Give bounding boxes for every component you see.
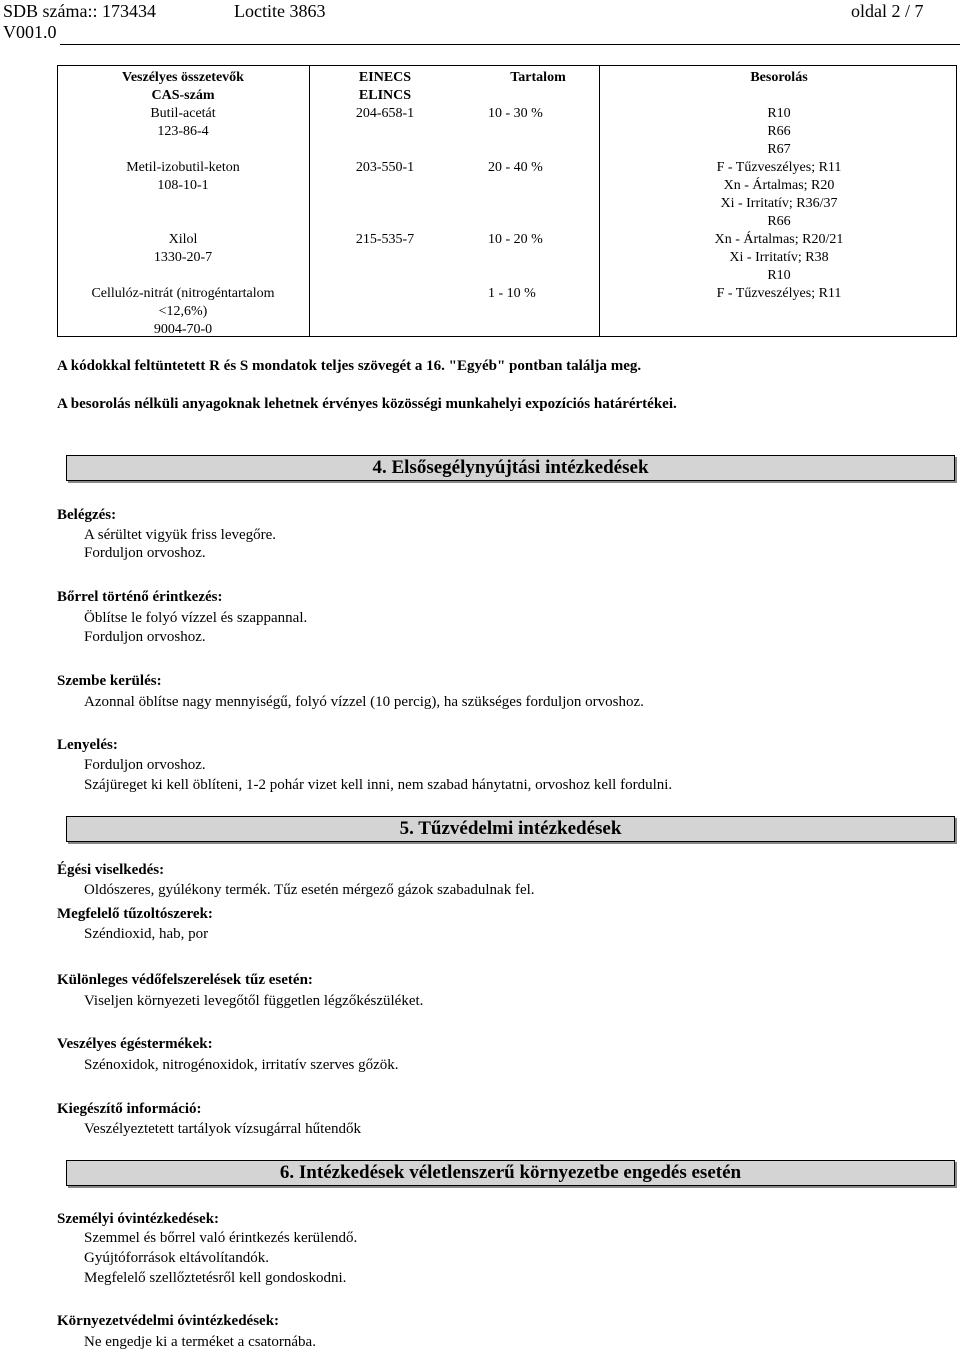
ingredient-classification: R66 <box>767 124 791 139</box>
eye-contact-label: Szembe kerülés: <box>57 673 162 689</box>
additional-info-text: Veszélyeztetett tartályok vízsugárral hűtendők <box>84 1121 361 1137</box>
ingredient-classification: R10 <box>767 106 791 121</box>
additional-info-label: Kiegészítő információ: <box>57 1101 202 1117</box>
protective-equipment-text: Viseljen környezeti levegőtől független légzőkészüléket. <box>84 993 424 1009</box>
header-cas: CAS-szám <box>151 88 215 103</box>
header-einecs: EINECS <box>358 70 412 85</box>
ingredient-classification: F - Tűzveszélyes; R11 <box>716 286 842 301</box>
personal-precautions-label: Személyi óvintézkedések: <box>57 1211 220 1227</box>
ingredient-classification: Xn - Ártalmas; R20 <box>723 178 835 193</box>
personal-precautions-text: Megfelelő szellőztetésről kell gondoskodni. <box>84 1270 347 1286</box>
page-number: oldal 2 / 7 <box>851 1 924 21</box>
ingredient-cas: 123-86-4 <box>157 124 209 139</box>
header-elincs: ELINCS <box>358 88 412 103</box>
ingredient-classification: R10 <box>767 268 791 283</box>
ingredient-cas: 108-10-1 <box>157 178 209 193</box>
ingredient-name: Butil-acetát <box>150 106 216 121</box>
section-5-title: 5. Tűzvédelmi intézkedések <box>399 818 622 839</box>
ingredient-name-continued: <12,6%) <box>158 304 208 319</box>
ingredient-content: 10 - 20 % <box>488 232 543 247</box>
skin-contact-label: Bőrrel történő érintkezés: <box>57 589 223 605</box>
header-divider <box>60 44 960 45</box>
ingredient-content: 20 - 40 % <box>488 160 543 175</box>
extinguishing-media-label: Megfelelő tűzoltószerek: <box>57 906 213 922</box>
inhalation-text: A sérültet vigyük friss levegőre. <box>84 527 277 543</box>
skin-contact-text: Öblítse le folyó vízzel és szappannal. <box>84 610 308 626</box>
inhalation-text: Forduljon orvoshoz. <box>84 545 206 561</box>
exposure-limits-note: A besorolás nélküli anyagoknak lehetnek érvényes közösségi munkahelyi expozíciós határértékei. <box>57 396 677 412</box>
sdb-number: SDB száma:: 173434 <box>3 1 156 21</box>
eye-contact-text: Azonnal öblítse nagy mennyiségű, folyó vízzel (10 percig), ha szükséges forduljon orvoshoz. <box>84 694 644 710</box>
ingestion-text: Szájüreget ki kell öblíteni, 1-2 pohár vizet kell inni, nem szabad hánytatni, orvoshoz kell fordulni. <box>84 777 673 793</box>
ingredient-classification: R67 <box>767 142 791 157</box>
ingredient-content: 10 - 30 % <box>488 106 543 121</box>
ingestion-text: Forduljon orvoshoz. <box>84 757 206 773</box>
ingredient-classification: Xi - Irritatív; R38 <box>729 250 829 265</box>
r-s-phrases-note: A kódokkal feltüntetett R és S mondatok teljes szövegét a 16. "Egyéb" pontban találja meg. <box>57 358 642 374</box>
header-content: Tartalom <box>510 70 566 85</box>
hazardous-combustion-text: Szénoxidok, nitrogénoxidok, irritatív szerves gőzök. <box>84 1057 399 1073</box>
skin-contact-text: Forduljon orvoshoz. <box>84 629 206 645</box>
header-ingredients: Veszélyes összetevők <box>122 70 244 85</box>
ingredient-classification: R66 <box>767 214 791 229</box>
section-6-heading <box>66 1160 955 1186</box>
ingredient-einecs: 204-658-1 <box>355 106 415 121</box>
version-number: V001.0 <box>3 22 57 42</box>
ingredient-name: Xilol <box>168 232 198 247</box>
environmental-precautions-label: Környezetvédelmi óvintézkedések: <box>57 1313 280 1329</box>
ingredient-classification: F - Tűzveszélyes; R11 <box>716 160 842 175</box>
inhalation-label: Belégzés: <box>57 507 117 523</box>
header-classification: Besorolás <box>750 70 808 85</box>
ingestion-label: Lenyelés: <box>57 737 118 753</box>
ingredient-name: Metil-izobutil-keton <box>126 160 240 175</box>
hazardous-combustion-label: Veszélyes égéstermékek: <box>57 1036 213 1052</box>
ingredient-classification: Xn - Ártalmas; R20/21 <box>714 232 844 247</box>
extinguishing-media-text: Széndioxid, hab, por <box>84 926 209 942</box>
composition-table <box>57 65 957 337</box>
personal-precautions-text: Gyújtóforrások eltávolítandók. <box>84 1250 269 1266</box>
ingredient-content: 1 - 10 % <box>488 286 536 301</box>
burning-behavior-label: Égési viselkedés: <box>57 862 165 878</box>
ingredient-einecs: 203-550-1 <box>355 160 415 175</box>
section-4-heading <box>66 455 955 481</box>
environmental-precautions-text: Ne engedje ki a terméket a csatornába. <box>84 1334 316 1350</box>
section-4-title: 4. Elsősegélynyújtási intézkedések <box>372 457 649 478</box>
ingredient-cas: 1330-20-7 <box>153 250 213 265</box>
section-6-title: 6. Intézkedések véletlenszerű környezetbe engedés esetén <box>279 1162 742 1183</box>
ingredient-name: Cellulóz-nitrát (nitrogéntartalom <box>91 286 275 301</box>
burning-behavior-text: Oldószeres, gyúlékony termék. Tűz esetén mérgező gázok szabadulnak fel. <box>84 882 535 898</box>
protective-equipment-label: Különleges védőfelszerelések tűz esetén: <box>57 972 313 988</box>
product-name: Loctite 3863 <box>234 1 326 21</box>
ingredient-einecs: 215-535-7 <box>355 232 415 247</box>
ingredient-cas: 9004-70-0 <box>153 322 213 337</box>
personal-precautions-text: Szemmel és bőrrel való érintkezés kerülendő. <box>84 1230 358 1246</box>
section-5-heading <box>66 816 955 842</box>
ingredient-classification: Xi - Irritatív; R36/37 <box>720 196 838 211</box>
